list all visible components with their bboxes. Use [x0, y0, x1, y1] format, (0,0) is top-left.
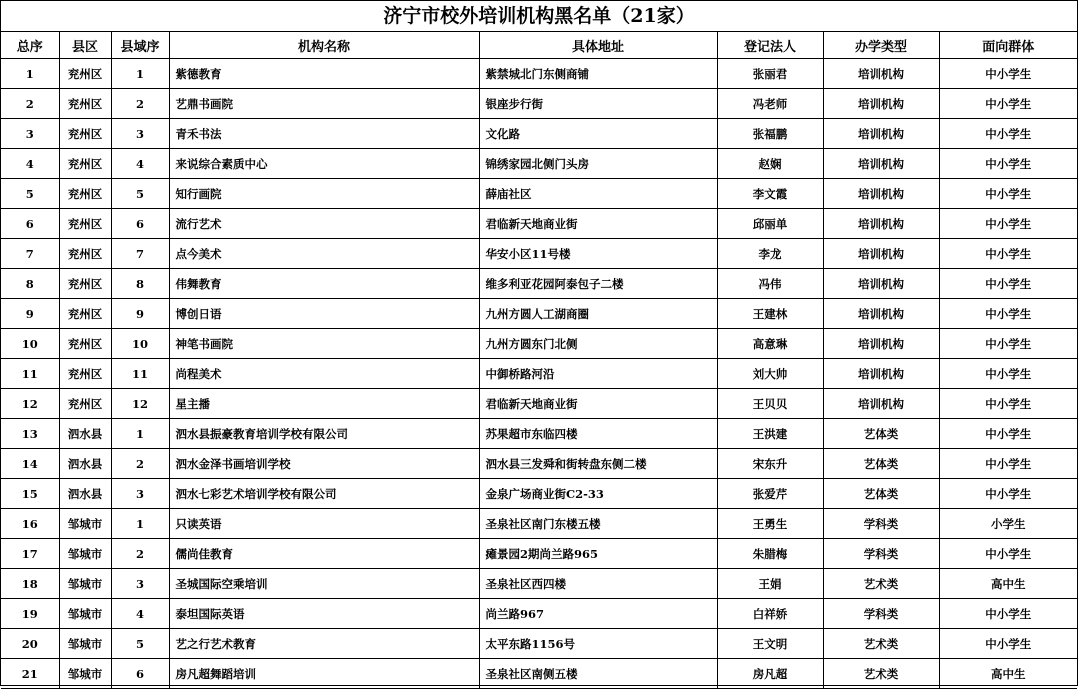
cell-school-type: 培训机构 [823, 299, 939, 329]
cell-address: 薛庙社区 [479, 179, 717, 209]
cell-address: 文化路 [479, 119, 717, 149]
cell-school-type: 培训机构 [823, 389, 939, 419]
cell-target-group: 中小学生 [939, 239, 1077, 269]
sheet-title: 济宁市校外培训机构黑名单（21家） [1, 1, 1077, 32]
cell-county-index: 2 [111, 449, 169, 479]
cell-institution-name: 泗水金泽书画培训学校 [169, 449, 479, 479]
cell-school-type: 培训机构 [823, 269, 939, 299]
table-row [1, 659, 1077, 689]
cell-county-index: 2 [111, 539, 169, 569]
cell-target-group: 中小学生 [939, 419, 1077, 449]
cell-legal-person: 白祥娇 [717, 599, 823, 629]
header-county-index: 县域序 [111, 32, 169, 59]
cell-institution-name: 神笔书画院 [169, 329, 479, 359]
cell-district: 兖州区 [59, 269, 111, 299]
cell-county-index: 12 [111, 389, 169, 419]
cell-school-type: 培训机构 [823, 59, 939, 89]
cell-total-index: 16 [1, 509, 59, 539]
cell-total-index: 2 [1, 89, 59, 119]
cell-total-index: 1 [1, 59, 59, 89]
cell-legal-person: 冯老师 [717, 89, 823, 119]
cell-address: 九州方圆人工湖商圈 [479, 299, 717, 329]
cell-district: 兖州区 [59, 149, 111, 179]
cell-target-group: 中小学生 [939, 149, 1077, 179]
cell-county-index: 3 [111, 569, 169, 599]
cell-institution-name: 只读英语 [169, 509, 479, 539]
table-row [1, 119, 1077, 149]
cell-district: 邹城市 [59, 659, 111, 689]
table-row [1, 299, 1077, 329]
cell-school-type: 培训机构 [823, 359, 939, 389]
cell-school-type: 培训机构 [823, 149, 939, 179]
table-row [1, 89, 1077, 119]
cell-institution-name: 点今美术 [169, 239, 479, 269]
cell-institution-name: 泰坦国际英语 [169, 599, 479, 629]
cell-institution-name: 伟舞教育 [169, 269, 479, 299]
cell-address: 华安小区11号楼 [479, 239, 717, 269]
cell-total-index: 20 [1, 629, 59, 659]
cell-legal-person: 赵娴 [717, 149, 823, 179]
cell-county-index: 2 [111, 89, 169, 119]
cell-county-index: 6 [111, 209, 169, 239]
table-row [1, 59, 1077, 89]
cell-school-type: 艺术类 [823, 659, 939, 689]
cell-target-group: 高中生 [939, 659, 1077, 689]
cell-address: 紫禁城北门东侧商铺 [479, 59, 717, 89]
cell-target-group: 中小学生 [939, 389, 1077, 419]
cell-target-group: 小学生 [939, 509, 1077, 539]
cell-school-type: 培训机构 [823, 239, 939, 269]
cell-district: 泗水县 [59, 449, 111, 479]
cell-institution-name: 泗水七彩艺术培训学校有限公司 [169, 479, 479, 509]
cell-district: 泗水县 [59, 479, 111, 509]
cell-institution-name: 紫德教育 [169, 59, 479, 89]
table-row [1, 239, 1077, 269]
cell-school-type: 艺体类 [823, 449, 939, 479]
cell-district: 兖州区 [59, 389, 111, 419]
cell-institution-name: 星主播 [169, 389, 479, 419]
cell-legal-person: 张爱芹 [717, 479, 823, 509]
cell-school-type: 学科类 [823, 509, 939, 539]
cell-school-type: 培训机构 [823, 329, 939, 359]
cell-school-type: 艺体类 [823, 479, 939, 509]
table-row [1, 629, 1077, 659]
cell-county-index: 5 [111, 629, 169, 659]
table-row [1, 569, 1077, 599]
cell-institution-name: 艺之行艺术教育 [169, 629, 479, 659]
cell-total-index: 14 [1, 449, 59, 479]
cell-county-index: 1 [111, 509, 169, 539]
cell-institution-name: 知行画院 [169, 179, 479, 209]
cell-district: 邹城市 [59, 539, 111, 569]
cell-legal-person: 房凡超 [717, 659, 823, 689]
cell-total-index: 9 [1, 299, 59, 329]
cell-legal-person: 朱腊梅 [717, 539, 823, 569]
cell-total-index: 13 [1, 419, 59, 449]
header-legal-person: 登记法人 [717, 32, 823, 59]
cell-total-index: 12 [1, 389, 59, 419]
cell-school-type: 培训机构 [823, 89, 939, 119]
cell-total-index: 8 [1, 269, 59, 299]
cell-target-group: 中小学生 [939, 59, 1077, 89]
cell-institution-name: 泗水县振豪教育培训学校有限公司 [169, 419, 479, 449]
cell-district: 兖州区 [59, 119, 111, 149]
cell-address: 君临新天地商业街 [479, 389, 717, 419]
cell-target-group: 中小学生 [939, 209, 1077, 239]
cell-district: 兖州区 [59, 59, 111, 89]
cell-district: 兖州区 [59, 299, 111, 329]
cell-legal-person: 李文霞 [717, 179, 823, 209]
cell-institution-name: 流行艺术 [169, 209, 479, 239]
header-target-group: 面向群体 [939, 32, 1077, 59]
cell-county-index: 11 [111, 359, 169, 389]
cell-legal-person: 张丽君 [717, 59, 823, 89]
table-row [1, 209, 1077, 239]
cell-district: 兖州区 [59, 209, 111, 239]
table-row [1, 419, 1077, 449]
cell-institution-name: 艺鼎书画院 [169, 89, 479, 119]
header-institution-name: 机构名称 [169, 32, 479, 59]
cell-school-type: 培训机构 [823, 119, 939, 149]
cell-county-index: 7 [111, 239, 169, 269]
cell-county-index: 6 [111, 659, 169, 689]
cell-institution-name: 来说综合素质中心 [169, 149, 479, 179]
cell-target-group: 中小学生 [939, 359, 1077, 389]
cell-legal-person: 王贝贝 [717, 389, 823, 419]
cell-district: 兖州区 [59, 359, 111, 389]
cell-address: 尚兰路967 [479, 599, 717, 629]
cell-institution-name: 青禾书法 [169, 119, 479, 149]
cell-legal-person: 王建林 [717, 299, 823, 329]
cell-target-group: 中小学生 [939, 269, 1077, 299]
cell-target-group: 中小学生 [939, 599, 1077, 629]
cell-total-index: 5 [1, 179, 59, 209]
cell-target-group: 高中生 [939, 569, 1077, 599]
cell-address: 九州方圆东门北侧 [479, 329, 717, 359]
cell-target-group: 中小学生 [939, 479, 1077, 509]
cell-legal-person: 刘大帅 [717, 359, 823, 389]
header-district: 县区 [59, 32, 111, 59]
cell-address: 圣泉社区西四楼 [479, 569, 717, 599]
cell-address: 金泉广场商业街C2-33 [479, 479, 717, 509]
cell-school-type: 培训机构 [823, 179, 939, 209]
cell-district: 兖州区 [59, 89, 111, 119]
cell-total-index: 3 [1, 119, 59, 149]
cell-institution-name: 儒尚佳教育 [169, 539, 479, 569]
cell-school-type: 培训机构 [823, 209, 939, 239]
cell-total-index: 11 [1, 359, 59, 389]
header-total-index: 总序 [1, 32, 59, 59]
table-row [1, 539, 1077, 569]
cell-legal-person: 张福鹏 [717, 119, 823, 149]
cell-address: 瘫景园2期尚兰路965 [479, 539, 717, 569]
cell-address: 圣泉社区南侧五楼 [479, 659, 717, 689]
cell-county-index: 3 [111, 479, 169, 509]
cell-district: 邹城市 [59, 509, 111, 539]
cell-county-index: 4 [111, 599, 169, 629]
cell-address: 中御桥路河沿 [479, 359, 717, 389]
cell-address: 圣泉社区南门东楼五楼 [479, 509, 717, 539]
cell-address: 锦绣家园北侧门头房 [479, 149, 717, 179]
cell-legal-person: 王勇生 [717, 509, 823, 539]
cell-county-index: 1 [111, 419, 169, 449]
cell-county-index: 4 [111, 149, 169, 179]
cell-county-index: 8 [111, 269, 169, 299]
cell-total-index: 6 [1, 209, 59, 239]
cell-county-index: 1 [111, 59, 169, 89]
header-row [1, 32, 1077, 59]
cell-total-index: 10 [1, 329, 59, 359]
cell-school-type: 学科类 [823, 539, 939, 569]
cell-target-group: 中小学生 [939, 629, 1077, 659]
cell-school-type: 学科类 [823, 599, 939, 629]
cell-total-index: 7 [1, 239, 59, 269]
table-row [1, 329, 1077, 359]
cell-district: 兖州区 [59, 329, 111, 359]
cell-legal-person: 邱丽单 [717, 209, 823, 239]
table-row [1, 479, 1077, 509]
cell-district: 兖州区 [59, 179, 111, 209]
cell-total-index: 4 [1, 149, 59, 179]
cell-district: 邹城市 [59, 599, 111, 629]
cell-target-group: 中小学生 [939, 539, 1077, 569]
cell-target-group: 中小学生 [939, 449, 1077, 479]
cell-county-index: 10 [111, 329, 169, 359]
cell-school-type: 艺术类 [823, 569, 939, 599]
cell-district: 邹城市 [59, 629, 111, 659]
cell-legal-person: 冯伟 [717, 269, 823, 299]
cell-legal-person: 王文明 [717, 629, 823, 659]
table-row [1, 449, 1077, 479]
cell-address: 太平东路1156号 [479, 629, 717, 659]
cell-total-index: 15 [1, 479, 59, 509]
cell-institution-name: 尚程美术 [169, 359, 479, 389]
cell-legal-person: 高意琳 [717, 329, 823, 359]
cell-county-index: 5 [111, 179, 169, 209]
table-row [1, 359, 1077, 389]
cell-total-index: 17 [1, 539, 59, 569]
cell-district: 兖州区 [59, 239, 111, 269]
table-body [1, 59, 1077, 689]
cell-address: 维多利亚花园阿泰包子二楼 [479, 269, 717, 299]
cell-institution-name: 圣城国际空乘培训 [169, 569, 479, 599]
header-school-type: 办学类型 [823, 32, 939, 59]
cell-total-index: 18 [1, 569, 59, 599]
cell-county-index: 9 [111, 299, 169, 329]
cell-district: 泗水县 [59, 419, 111, 449]
table-row [1, 269, 1077, 299]
cell-address: 泗水县三发舜和街转盘东侧二楼 [479, 449, 717, 479]
cell-target-group: 中小学生 [939, 119, 1077, 149]
cell-target-group: 中小学生 [939, 179, 1077, 209]
header-address: 具体地址 [479, 32, 717, 59]
table-row [1, 599, 1077, 629]
cell-school-type: 艺体类 [823, 419, 939, 449]
cell-total-index: 21 [1, 659, 59, 689]
cell-address: 银座步行街 [479, 89, 717, 119]
cell-legal-person: 王娟 [717, 569, 823, 599]
blacklist-table [1, 32, 1077, 689]
cell-address: 苏果超市东临四楼 [479, 419, 717, 449]
cell-target-group: 中小学生 [939, 299, 1077, 329]
cell-institution-name: 博创日语 [169, 299, 479, 329]
table-row [1, 149, 1077, 179]
cell-legal-person: 李龙 [717, 239, 823, 269]
cell-district: 邹城市 [59, 569, 111, 599]
cell-institution-name: 房凡超舞蹈培训 [169, 659, 479, 689]
cell-target-group: 中小学生 [939, 329, 1077, 359]
cell-total-index: 19 [1, 599, 59, 629]
cell-legal-person: 宋东升 [717, 449, 823, 479]
cell-target-group: 中小学生 [939, 89, 1077, 119]
table-row [1, 389, 1077, 419]
table-row [1, 509, 1077, 539]
cell-legal-person: 王洪建 [717, 419, 823, 449]
table-row [1, 179, 1077, 209]
cell-school-type: 艺术类 [823, 629, 939, 659]
cell-county-index: 3 [111, 119, 169, 149]
cell-address: 君临新天地商业街 [479, 209, 717, 239]
